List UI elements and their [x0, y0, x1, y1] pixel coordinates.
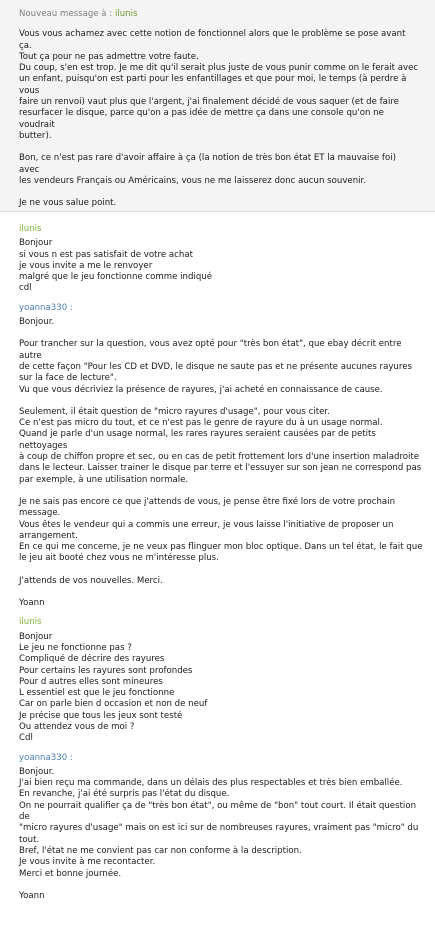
message-paragraph: Je ne sais pas encore ce que j'attends de vous, je pense être fixé lors de votre prochain message. Vous êtes le vendeur qui a commis une erreur, je vous laisse l'initiative de proposer un arrangement. En ce qui me concerne, je ne veux pas flinguer mon bloc optique. Dans un tel état, le fait que le jeu ait booté chez vous ne m'intéresse plus.	[19, 496, 423, 564]
message-author[interactable]: yoanna330 :	[19, 302, 73, 313]
new-message-label: Nouveau message à :	[19, 9, 113, 19]
message-item	[19, 753, 425, 903]
new-message-panel	[0, 0, 435, 212]
message-item	[19, 617, 425, 744]
message-signature: Yoann	[19, 890, 45, 901]
draft-paragraph: Bon, ce n'est pas rare d'avoir affaire à ça (la notion de très bon état ET la mauvaise foi) avec les vendeurs Français ou Américains, vous ne me laisserez donc aucun souvenir.	[19, 153, 396, 186]
message-draft-text[interactable]	[19, 29, 419, 209]
message-paragraph: Bonjour.	[19, 317, 55, 328]
message-paragraph: Bonjour. J'ai bien reçu ma commande, dans un délais des plus respectables et très bien emballée. En revanche, j'ai été surpris pas l'état du disque. On ne pourrait qualifier ça de "très bon état", ou même de "bon" tout court. Il était question de "micro rayures d'usage" mais on est ici sur de nombreuses rayures, vraiment pas "micro" du tout. Bref, l'état ne me convient pas car non conforme à la description. Je vous invite à me recontacter. Merci et bonne journée.	[19, 766, 419, 879]
message-paragraph: Seulement, il était question de "micro rayures d'usage", pour vous citer. Ce n'est pas micro du tout, et ce n'est pas le genre de rayure du à un usage normal. Quand je parle d'un usage normal, les rares rayures seraient causées par de petits nettoyages à coup de chiffon propre et sec, ou en cas de petit frottement lors d'une insertion maladroite dans le lecteur. Laisser trainer le disque par terre et l'essuyer sur son jean ne correspond pas par exemple, à une utilisation normale.	[19, 406, 422, 485]
message-paragraph: Bonjour Le jeu ne fonctionne pas ? Compliqué de décrire des rayures Pour certains les rayures sont profondes Pour d autres elles sont mineures L essentiel est que le jeu fonctionne Car on parle bien d occasion et non de neuf Je précise que tous les jeux sont testé Ou attendez vous de moi ? Cdl	[19, 631, 208, 744]
message-signature: Yoann	[19, 598, 45, 609]
draft-paragraph: Je ne vous salue point.	[19, 198, 117, 209]
message-paragraph: Pour trancher sur la question, vous avez opté pour "très bon état", que ebay décrit entre autre de cette façon "Pour les CD et DVD, le disque ne saute pas et ne présente aucunes rayures sur la face de lecture". Vu que vous décriviez la présence de rayures, j'ai acheté en connaissance de cause.	[19, 339, 412, 395]
message-author[interactable]: ilunis	[19, 617, 42, 628]
new-message-header	[19, 9, 419, 20]
message-paragraph: J'attends de vos nouvelles. Merci.	[19, 575, 163, 586]
message-thread	[0, 224, 435, 910]
message-item	[19, 224, 425, 295]
message-item	[19, 303, 425, 610]
draft-paragraph: Vous vous achamez avec cette notion de fonctionnel alors que le problème se pose avant ça. Tout ça pour ne pas admettre votre faute. Du coup, s'en est trop. Je me dit qu'il serait plus juste de vous punir comme on le ferait avec un enfant, puisqu'on est parti pour les enfantillages et que pour moi, le temps (à perdre à vous faire un renvoi) vaut plus que l'argent, j'ai finalement décidé de vous saquer (et de faire resurfacer le disque, parce qu'on a pas idée de mettre ça dans une console qu'on ne voudrait butter).	[19, 29, 419, 141]
message-paragraph: Bonjour si vous n est pas satisfait de votre achat je vous invite a me le renvoyer malgré que le jeu fonctionne comme indiqué cdl	[19, 238, 213, 294]
message-author[interactable]: yoanna330 :	[19, 752, 73, 763]
message-author[interactable]: ilunis	[19, 224, 42, 234]
recipient-name[interactable]: ilunis	[114, 9, 138, 19]
